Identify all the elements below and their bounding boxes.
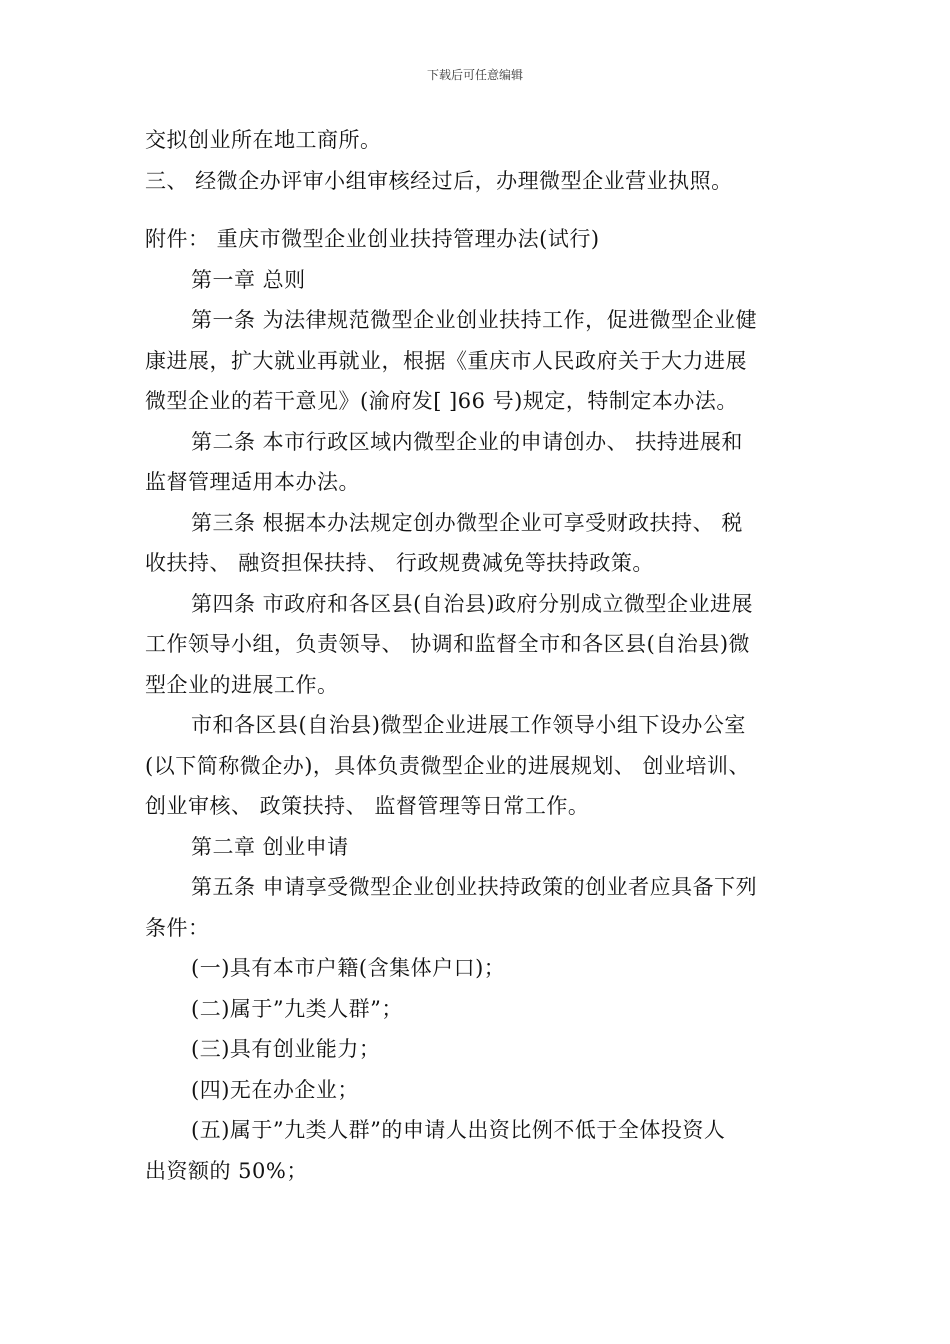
document-body — [145, 120, 810, 1191]
list-item: (三)具有创业能力； — [191, 1037, 381, 1061]
text-line: 市和各区县(自治县)微型企业进展工作领导小组下设办公室 — [191, 713, 746, 737]
text-line: 康进展，扩大就业再就业，根据《重庆市人民政府关于大力进展 — [145, 348, 747, 373]
text-line: 交拟创业所在地工商所。 — [145, 128, 382, 152]
attachment-title: 附件： 重庆市微型企业创业扶持管理办法(试行) — [145, 227, 600, 251]
text-line: 三、 经微企办评审小组审核经过后，办理微型企业营业执照。 — [145, 168, 733, 193]
text-line: 型企业的进展工作。 — [145, 672, 339, 697]
text-line: 微型企业的若干意见》(渝府发[ ]66 号)规定，特制定本办法。 — [145, 389, 738, 413]
text-line: 第二条 本市行政区域内微型企业的申请创办、 扶持进展和 — [191, 429, 743, 454]
list-item: (五)属于”九类人群”的申请人出资比例不低于全体投资人 — [191, 1118, 726, 1142]
text-line: 创业审核、 政策扶持、 监督管理等日常工作。 — [145, 794, 590, 818]
text-line: 第五条 申请享受微型企业创业扶持政策的创业者应具备下列 — [191, 875, 758, 899]
text-line: 第一条 为法律规范微型企业创业扶持工作，促进微型企业健 — [191, 308, 758, 332]
list-item: (二)属于”九类人群”； — [191, 996, 403, 1021]
chapter-heading: 第一章 总则 — [191, 267, 306, 292]
text-line: (以下简称微企办)，具体负责微型企业的进展规划、 创业培训、 — [145, 753, 751, 778]
text-line: 工作领导小组，负责领导、 协调和监督全市和各区县(自治县)微 — [145, 632, 751, 656]
list-item: (一)具有本市户籍(含集体户口)； — [191, 956, 506, 980]
text-line: 条件： — [145, 915, 210, 940]
text-line: 出资额的 50%； — [145, 1158, 308, 1183]
text-line: 收扶持、 融资担保扶持、 行政规费减免等扶持政策。 — [145, 551, 654, 575]
list-item: (四)无在办企业； — [191, 1077, 359, 1102]
page-header: 下载后可任意编辑 — [426, 68, 523, 82]
text-line: 第三条 根据本办法规定创办微型企业可享受财政扶持、 税 — [191, 510, 743, 535]
text-line: 第四条 市政府和各区县(自治县)政府分别成立微型企业进展 — [191, 591, 754, 616]
paragraph-gap — [145, 201, 810, 219]
text-line: 监督管理适用本办法。 — [145, 470, 360, 494]
chapter-heading: 第二章 创业申请 — [191, 834, 349, 859]
